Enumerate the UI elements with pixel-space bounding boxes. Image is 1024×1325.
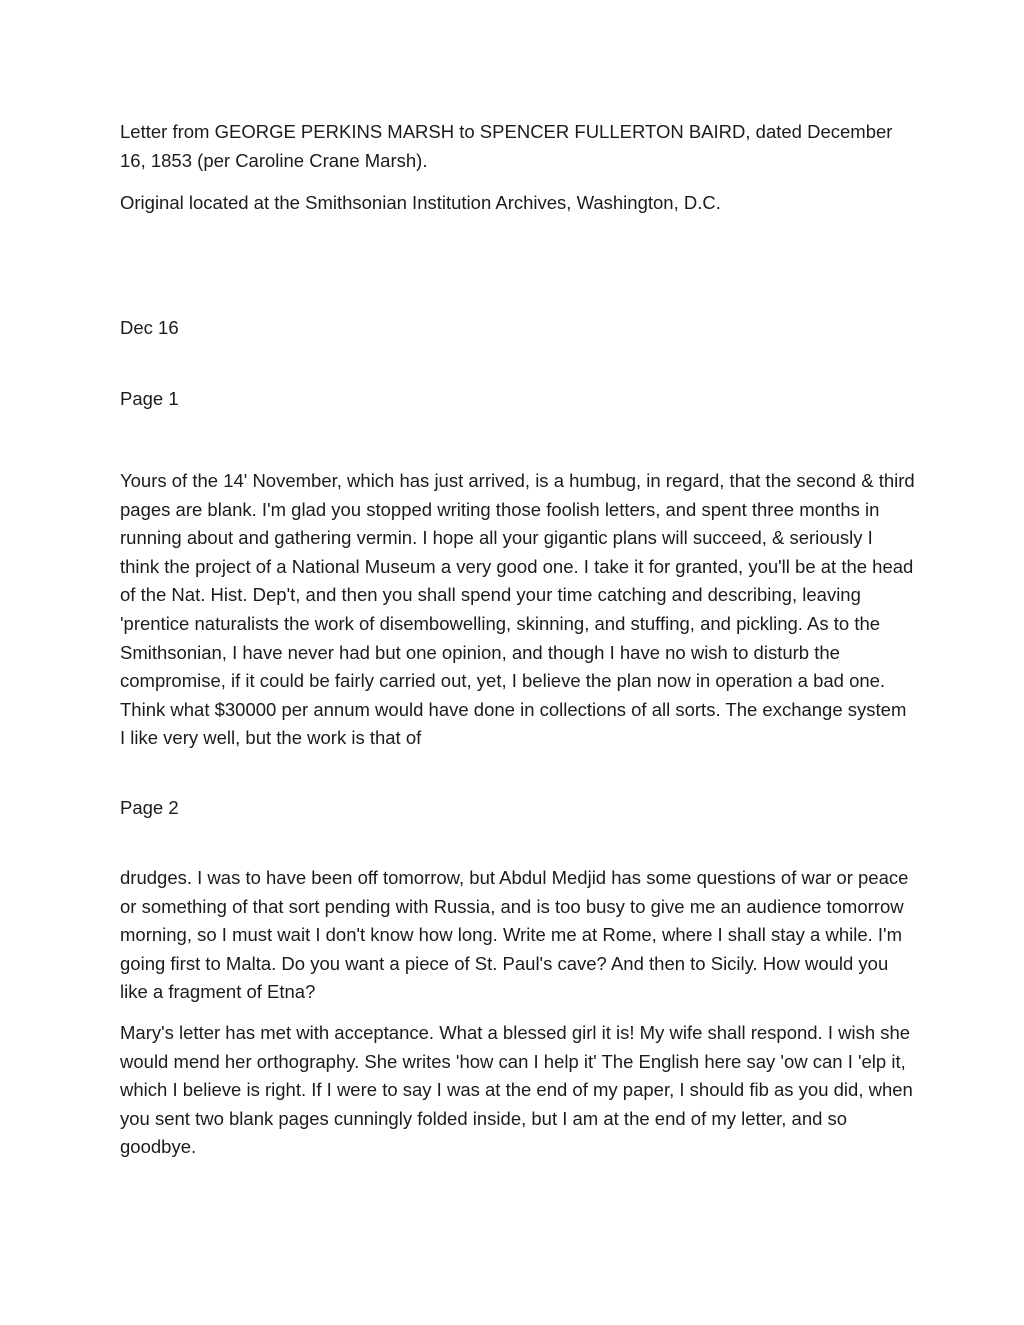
letter-title: Letter from GEORGE PERKINS MARSH to SPENCER FULLERTON BAIRD, dated December 16, 1853 (per Caroline Crane Marsh). (120, 121, 893, 171)
page-2-text: drudges. I was to have been off tomorrow, but Abdul Medjid has some questions of war or peace or something of that sort pending with Russia, and is too busy to give me an audience tomorrow morning, so I must wait I don't know how long. Write me at Rome, where I shall stay a while. I'm going first to Malta. Do you want a piece of St. Paul's cave? And then to Sicily. How would you like a fragment of Etna? (120, 867, 909, 1003)
page-1-heading: Page 1 (120, 388, 179, 409)
archive-source: Original located at the Smithsonian Institution Archives, Washington, D.C. (120, 192, 721, 213)
page-2-closing-text: Mary's letter has met with acceptance. What a blessed girl it is! My wife shall respond. I wish she would mend her orthography. She writes 'how can I help it' The English here say 'ow can I 'elp it, which I believe is right. If I were to say I was at the end of my paper, I should fib as you did, when you sent two blank pages cunningly folded inside, but I am at the end of my letter, and so goodbye. (120, 1022, 913, 1158)
page-1-text: Yours of the 14' November, which has just arrived, is a humbug, in regard, that the second & third pages are blank. I'm glad you stopped writing those foolish letters, and spent three months in running about and gathering vermin. I hope all your gigantic plans will succeed, & seriously I think the project of a National Museum a very good one. I take it for granted, you'll be at the head of the Nat. Hist. Dep't, and then you shall spend your time catching and describing, leaving 'prentice naturalists the work of disembowelling, skinning, and stuffing, and pickling. As to the Smithsonian, I have never had but one opinion, and though I have no wish to disturb the compromise, if it could be fairly carried out, yet, I believe the plan now in operation a bad one. Think what $30000 per annum would have done in collections of all sorts. The exchange system I like very well, but the work is that of (120, 470, 915, 749)
page-2-heading: Page 2 (120, 797, 179, 818)
letter-date: Dec 16 (120, 317, 179, 338)
